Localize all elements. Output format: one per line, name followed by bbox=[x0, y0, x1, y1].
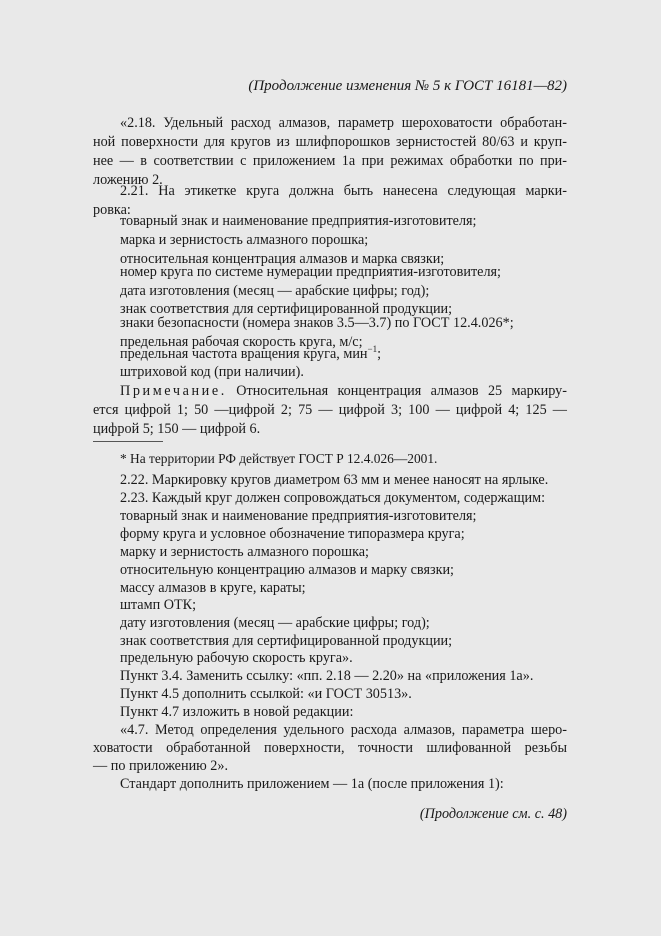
punkt-3-4: Пункт 3.4. Заменить ссылку: «пп. 2.18 — 2.20» на «приложения 1а». bbox=[120, 668, 534, 684]
marking-item: товарный знак и наименование предприятия-изготовителя; bbox=[120, 213, 477, 229]
note-line-3: цифрой 5; 150 — цифрой 6. bbox=[93, 421, 261, 437]
para-2-21-line-2: ровка: bbox=[93, 202, 131, 218]
para-2-18-line-1: «2.18. Удельный расход алмазов, параметр шероховатости обработан- bbox=[120, 115, 567, 131]
marking-item: штриховой код (при наличии). bbox=[120, 364, 304, 380]
marking-item: марка и зернистость алмазного порошка; bbox=[120, 232, 369, 248]
footnote: * На территории РФ действует ГОСТ Р 12.4.026—2001. bbox=[120, 451, 438, 466]
document-item: знак соответствия для сертифицированной продукции; bbox=[120, 633, 453, 649]
note-line-2: ется цифрой 1; 50 —цифрой 2; 75 — цифрой 3; 100 — цифрой 4; 125 — bbox=[93, 402, 567, 418]
marking-item: знак соответствия для сертифицированной продукции; bbox=[120, 301, 453, 317]
marking-item: знаки безопасности (номера знаков 3.5—3.7) по ГОСТ 12.4.026*; bbox=[120, 315, 514, 331]
para-4-7-line-2: ховатости обработанной поверхности, точности шлифованной резьбы bbox=[93, 740, 567, 756]
punkt-4-5: Пункт 4.5 дополнить ссылкой: «и ГОСТ 30513». bbox=[120, 686, 412, 702]
marking-item: относительная концентрация алмазов и марка связки; bbox=[120, 251, 445, 267]
standard-addition: Стандарт дополнить приложением — 1а (после приложения 1): bbox=[120, 776, 504, 792]
para-2-18-line-2: ной поверхности для кругов из шлифпорошков зернистостей 80/63 и круп- bbox=[93, 134, 567, 150]
note-line-1: Примечание. Относительная концентрация алмазов 25 маркиру- bbox=[120, 383, 567, 399]
document-item: дату изготовления (месяц — арабские цифры; год); bbox=[120, 615, 430, 631]
continuation-header: (Продолжение изменения № 5 к ГОСТ 16181—82) bbox=[248, 78, 567, 94]
document-item: штамп ОТК; bbox=[120, 597, 197, 613]
document-item: массу алмазов в круге, караты; bbox=[120, 580, 306, 596]
marking-item: номер круга по системе нумерации предприятия-изготовителя; bbox=[120, 264, 501, 280]
document-item: товарный знак и наименование предприятия-изготовителя; bbox=[120, 508, 477, 524]
para-2-21-line-1: 2.21. На этикетке круга должна быть нанесена следующая марки- bbox=[120, 183, 567, 199]
para-2-22: 2.22. Маркировку кругов диаметром 63 мм и менее наносят на ярлыке. bbox=[120, 472, 549, 488]
para-2-23: 2.23. Каждый круг должен сопровождаться документом, содержащим: bbox=[120, 490, 546, 506]
continuation-footer: (Продолжение см. с. 48) bbox=[419, 806, 567, 822]
marking-item: предельная рабочая скорость круга, м/с; bbox=[120, 334, 363, 350]
para-4-7-line-1: «4.7. Метод определения удельного расхода алмазов, параметра шеро- bbox=[120, 722, 567, 738]
document-item: марку и зернистость алмазного порошка; bbox=[120, 544, 369, 560]
para-4-7-line-3: — по приложению 2». bbox=[93, 758, 229, 774]
para-2-18-line-3: нее — в соответствии с приложением 1а при режимах обработки по при- bbox=[93, 153, 567, 169]
note-label: Примечание. bbox=[120, 383, 227, 399]
punkt-4-7: Пункт 4.7 изложить в новой редакции: bbox=[120, 704, 354, 720]
document-item: предельную рабочую скорость круга». bbox=[120, 650, 353, 666]
rpm-superscript: −1 bbox=[367, 344, 378, 354]
footnote-divider bbox=[93, 441, 163, 442]
document-item: форму круга и условное обозначение типоразмера круга; bbox=[120, 526, 465, 542]
marking-item-rpm: предельная частота вращения круга, мин$^{-1}$; bbox=[120, 344, 382, 362]
marking-item: дата изготовления (месяц — арабские цифры; год); bbox=[120, 283, 430, 299]
para-2-18-line-4: ложению 2. bbox=[93, 172, 163, 188]
document-item: относительную концентрацию алмазов и марку связки; bbox=[120, 562, 455, 578]
